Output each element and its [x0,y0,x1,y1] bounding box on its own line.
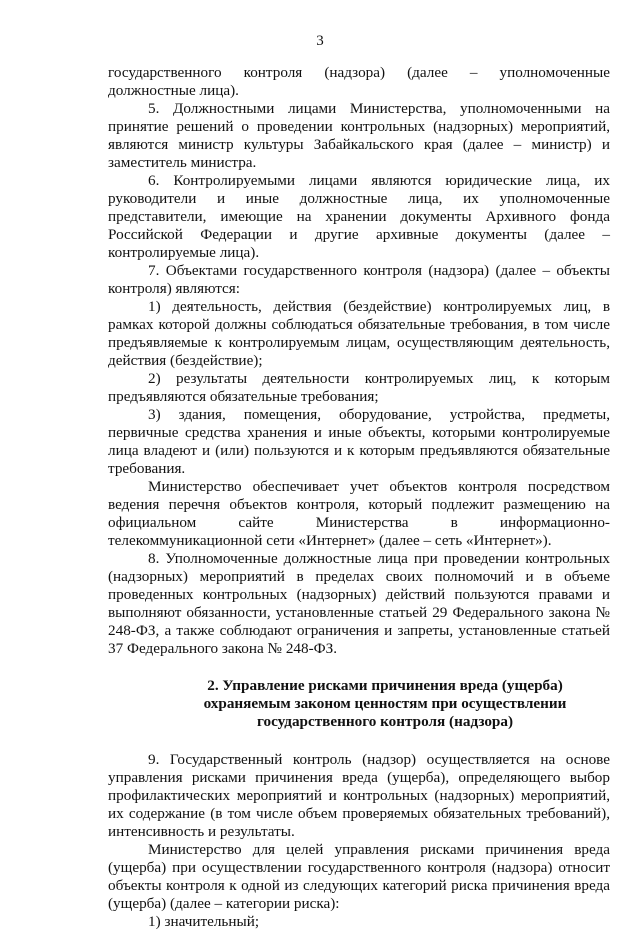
paragraph-item-6: 6. Контролируемыми лицами являются юридические лица, их руководители и иные должностные лица, их уполномоченные представители, имеющие на хранении документы Архивного фонда Российской Федерации и другие архивные документы (далее – контролируемые лица). [108,172,610,261]
page-number: 3 [316,33,324,49]
section-heading [108,677,610,731]
paragraph-item-8: 8. Уполномоченные должностные лица при проведении контрольных (надзорных) мероприятий в пределах своих полномочий и в объеме проведенных контрольных (надзорных) действий пользуются правами и выполняют обязанности, установленные статьей 29 Федерального закона № 248-ФЗ, а также соблюдают ограничения и запреты, установленные статьей 37 Федерального закона № 248-ФЗ. [108,550,610,657]
section-heading-line-2: охраняемым законом ценностям при осуществлении [203,695,567,712]
section-heading-line-3: государственного контроля (надзора) [256,713,514,730]
section-heading-line-1: 2. Управление рисками причинения вреда (ущерба) [207,677,563,694]
paragraph-item-7: 7. Объектами государственного контроля (надзора) (далее – объекты контроля) являются: [108,262,610,297]
paragraph-item-5: 5. Должностными лицами Министерства, уполномоченными на принятие решений о проведении контрольных (надзорных) мероприятий, являются министр культуры Забайкальского края (далее – министр) и заместитель министра. [108,100,610,171]
paragraph-continuation: государственного контроля (надзора) (далее – уполномоченные должностные лица). [108,64,610,99]
paragraph-subitem-3: 3) здания, помещения, оборудование, устройства, предметы, первичные средства хранения и иные объекты, которыми контролируемые лица владеют и (или) пользуются и к которым предъявляются обязательные требования. [108,406,610,477]
paragraph-item-9: 9. Государственный контроль (надзор) осуществляется на основе управления рисками причинения вреда (ущерба), определяющего выбор профилактических мероприятий и контрольных (надзорных) мероприятий, их содержание (в том числе объем проверяемых обязательных требований), интенсивность и результаты. [108,751,610,840]
paragraph-subitem-1: 1) деятельность, действия (бездействие) контролируемых лиц, в рамках которой должны соблюдаться обязательные требования, в том числе предъявляемые к контролируемым лицам, осуществляющим деятельность, действия (бездействие); [108,298,610,369]
document-body [108,64,610,931]
paragraph-risk-category-1: 1) значительный; [148,913,260,930]
paragraph-registry: Министерство обеспечивает учет объектов контроля посредством ведения перечня объектов контроля, который подлежит размещению на официальном сайте Министерства в информационно-телекоммуникационной сети «Интернет» (далее – сеть «Интернет»). [108,478,610,549]
paragraph-subitem-2: 2) результаты деятельности контролируемых лиц, к которым предъявляются обязательные требования; [108,370,610,405]
paragraph-risk-categories: Министерство для целей управления рисками причинения вреда (ущерба) при осуществлении государственного контроля (надзора) относит объекты контроля к одной из следующих категорий риска причинения вреда (ущерба) (далее – категории риска): [108,841,610,912]
